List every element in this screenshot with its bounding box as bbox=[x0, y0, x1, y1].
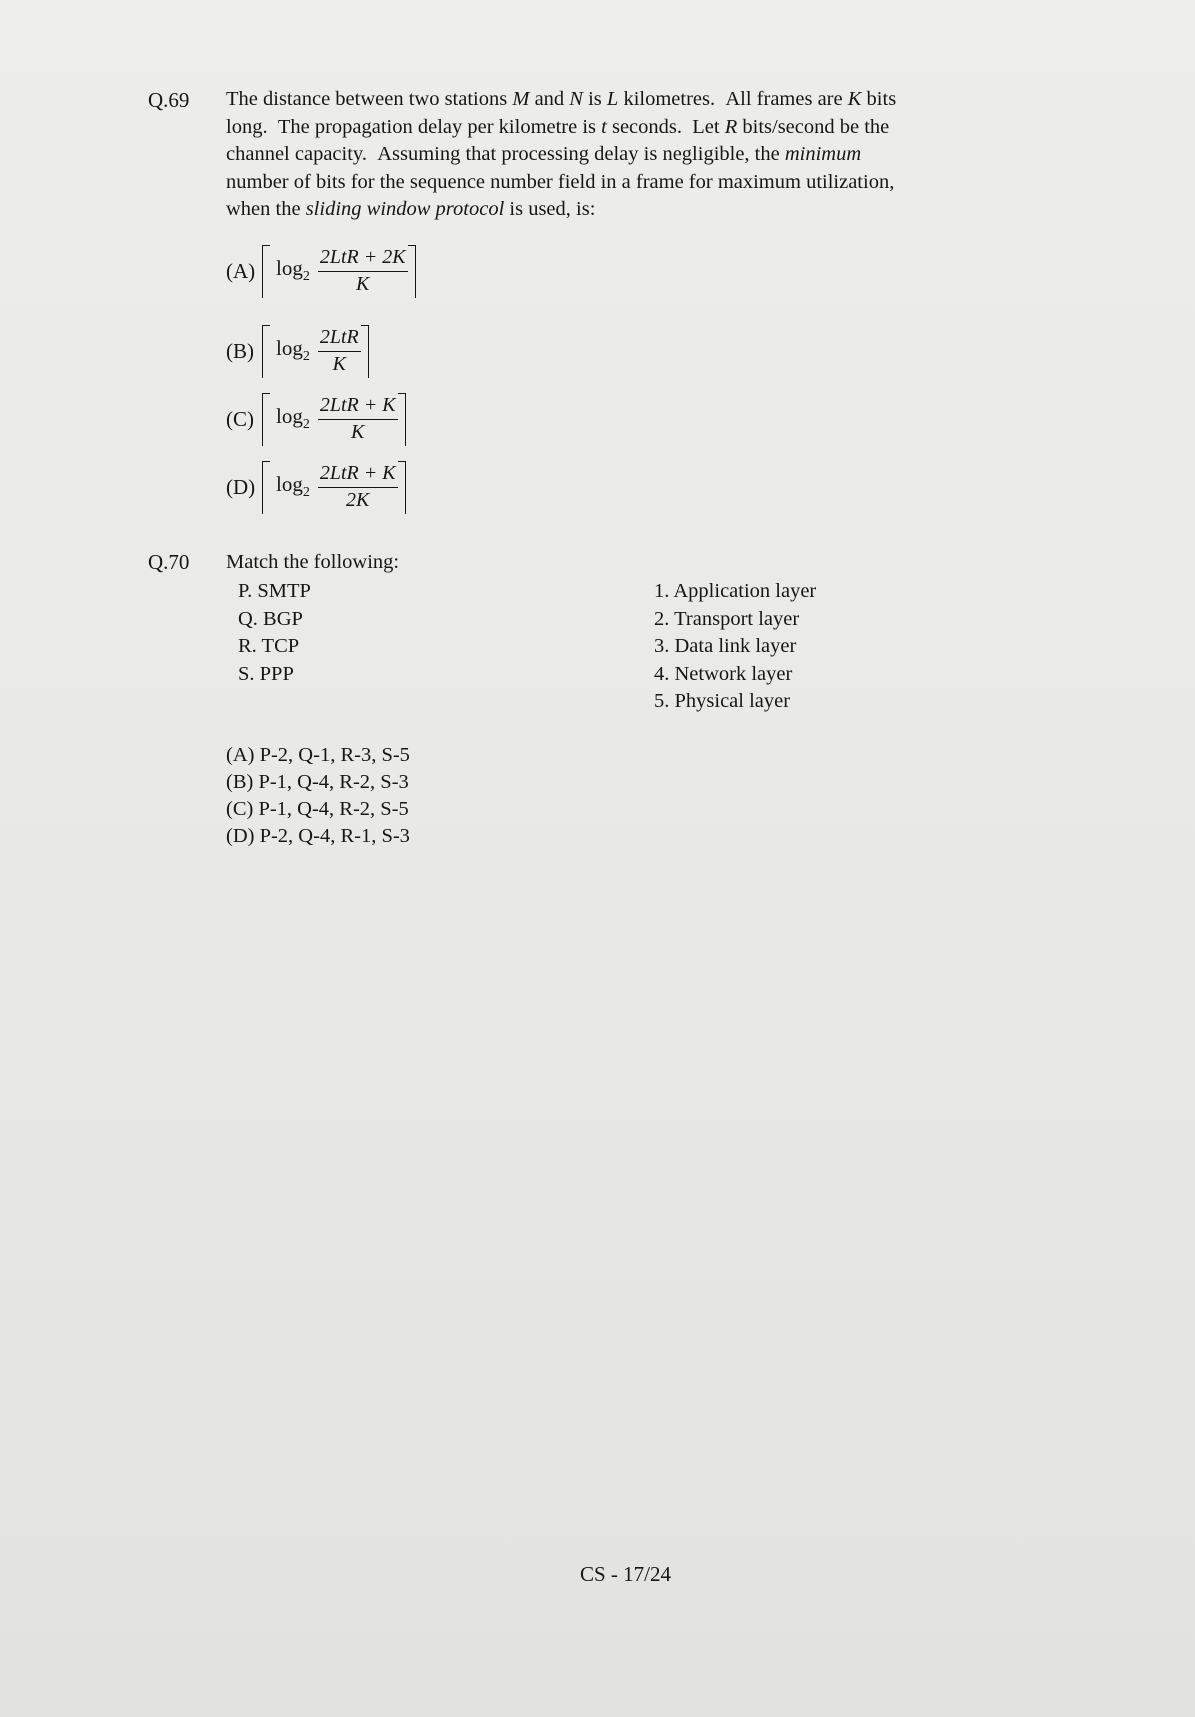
q70-right-column bbox=[654, 578, 816, 716]
ceiling-expression bbox=[262, 458, 406, 516]
q69-option-a bbox=[226, 240, 416, 302]
option-label: (D) bbox=[226, 474, 256, 499]
q70-answer-options bbox=[226, 742, 410, 850]
fraction bbox=[318, 246, 408, 296]
option-label: (A) bbox=[226, 258, 256, 283]
option-label: (C) bbox=[226, 406, 254, 431]
fraction-denominator: K bbox=[356, 273, 370, 295]
answer-option-a: (A) P-2, Q-1, R-3, S-5 bbox=[226, 744, 410, 766]
list-item: 5. Physical layer bbox=[654, 690, 791, 712]
log-term: $\log_2$ bbox=[276, 336, 310, 365]
option-label: (B) bbox=[226, 338, 254, 363]
log-term: $\log_2$ bbox=[276, 256, 310, 285]
q69-number: Q.69 bbox=[148, 88, 190, 112]
list-item: 1. Application layer bbox=[654, 580, 817, 602]
ceiling-expression bbox=[262, 242, 416, 300]
fraction-numerator: 2LtR + K bbox=[318, 394, 398, 420]
q69-option-b bbox=[226, 320, 369, 382]
list-item: 4. Network layer bbox=[654, 662, 793, 685]
q70-number: Q.70 bbox=[148, 550, 190, 574]
fraction-numerator: 2LtR bbox=[318, 326, 361, 352]
q69-option-d bbox=[226, 456, 406, 518]
fraction bbox=[318, 326, 361, 376]
answer-option-d: (D) P-2, Q-4, R-1, S-3 bbox=[226, 825, 410, 847]
q69-question-text: The distance between two stations M and N is L kilometres. All frames are K bits long. The propagation delay per kilometre is t seconds. Let R bits/second be the channel capacity. Assuming that processing delay is negligible, the minimum number of bits for the sequence number field in a frame for maximum utilization, when the sliding window protocol is used, is: bbox=[226, 88, 897, 220]
ceiling-expression bbox=[262, 390, 406, 448]
fraction-numerator: 2LtR + 2K bbox=[318, 246, 408, 272]
list-item: 2. Transport layer bbox=[654, 607, 800, 630]
list-item: 3. Data link layer bbox=[654, 635, 797, 657]
list-item: R. TCP bbox=[238, 635, 300, 657]
fraction bbox=[318, 462, 398, 512]
q70-left-column bbox=[238, 578, 311, 688]
answer-option-b: (B) P-1, Q-4, R-2, S-3 bbox=[226, 771, 409, 793]
fraction-denominator: K bbox=[332, 353, 346, 375]
log-term: $\log_2$ bbox=[276, 404, 310, 433]
fraction bbox=[318, 394, 398, 444]
list-item: P. SMTP bbox=[238, 580, 311, 602]
ceiling-expression bbox=[262, 322, 369, 380]
fraction-denominator: K bbox=[351, 421, 365, 443]
page-footer: CS - 17/24 bbox=[580, 1562, 672, 1586]
fraction-denominator: 2K bbox=[346, 489, 370, 511]
list-item: S. PPP bbox=[238, 662, 294, 685]
log-term: $\log_2$ bbox=[276, 472, 310, 501]
q69-option-c bbox=[226, 388, 406, 450]
list-item: Q. BGP bbox=[238, 607, 303, 630]
fraction-numerator: 2LtR + K bbox=[318, 462, 398, 488]
answer-option-c: (C) P-1, Q-4, R-2, S-5 bbox=[226, 798, 409, 820]
q70-prompt: Match the following: bbox=[226, 551, 400, 573]
